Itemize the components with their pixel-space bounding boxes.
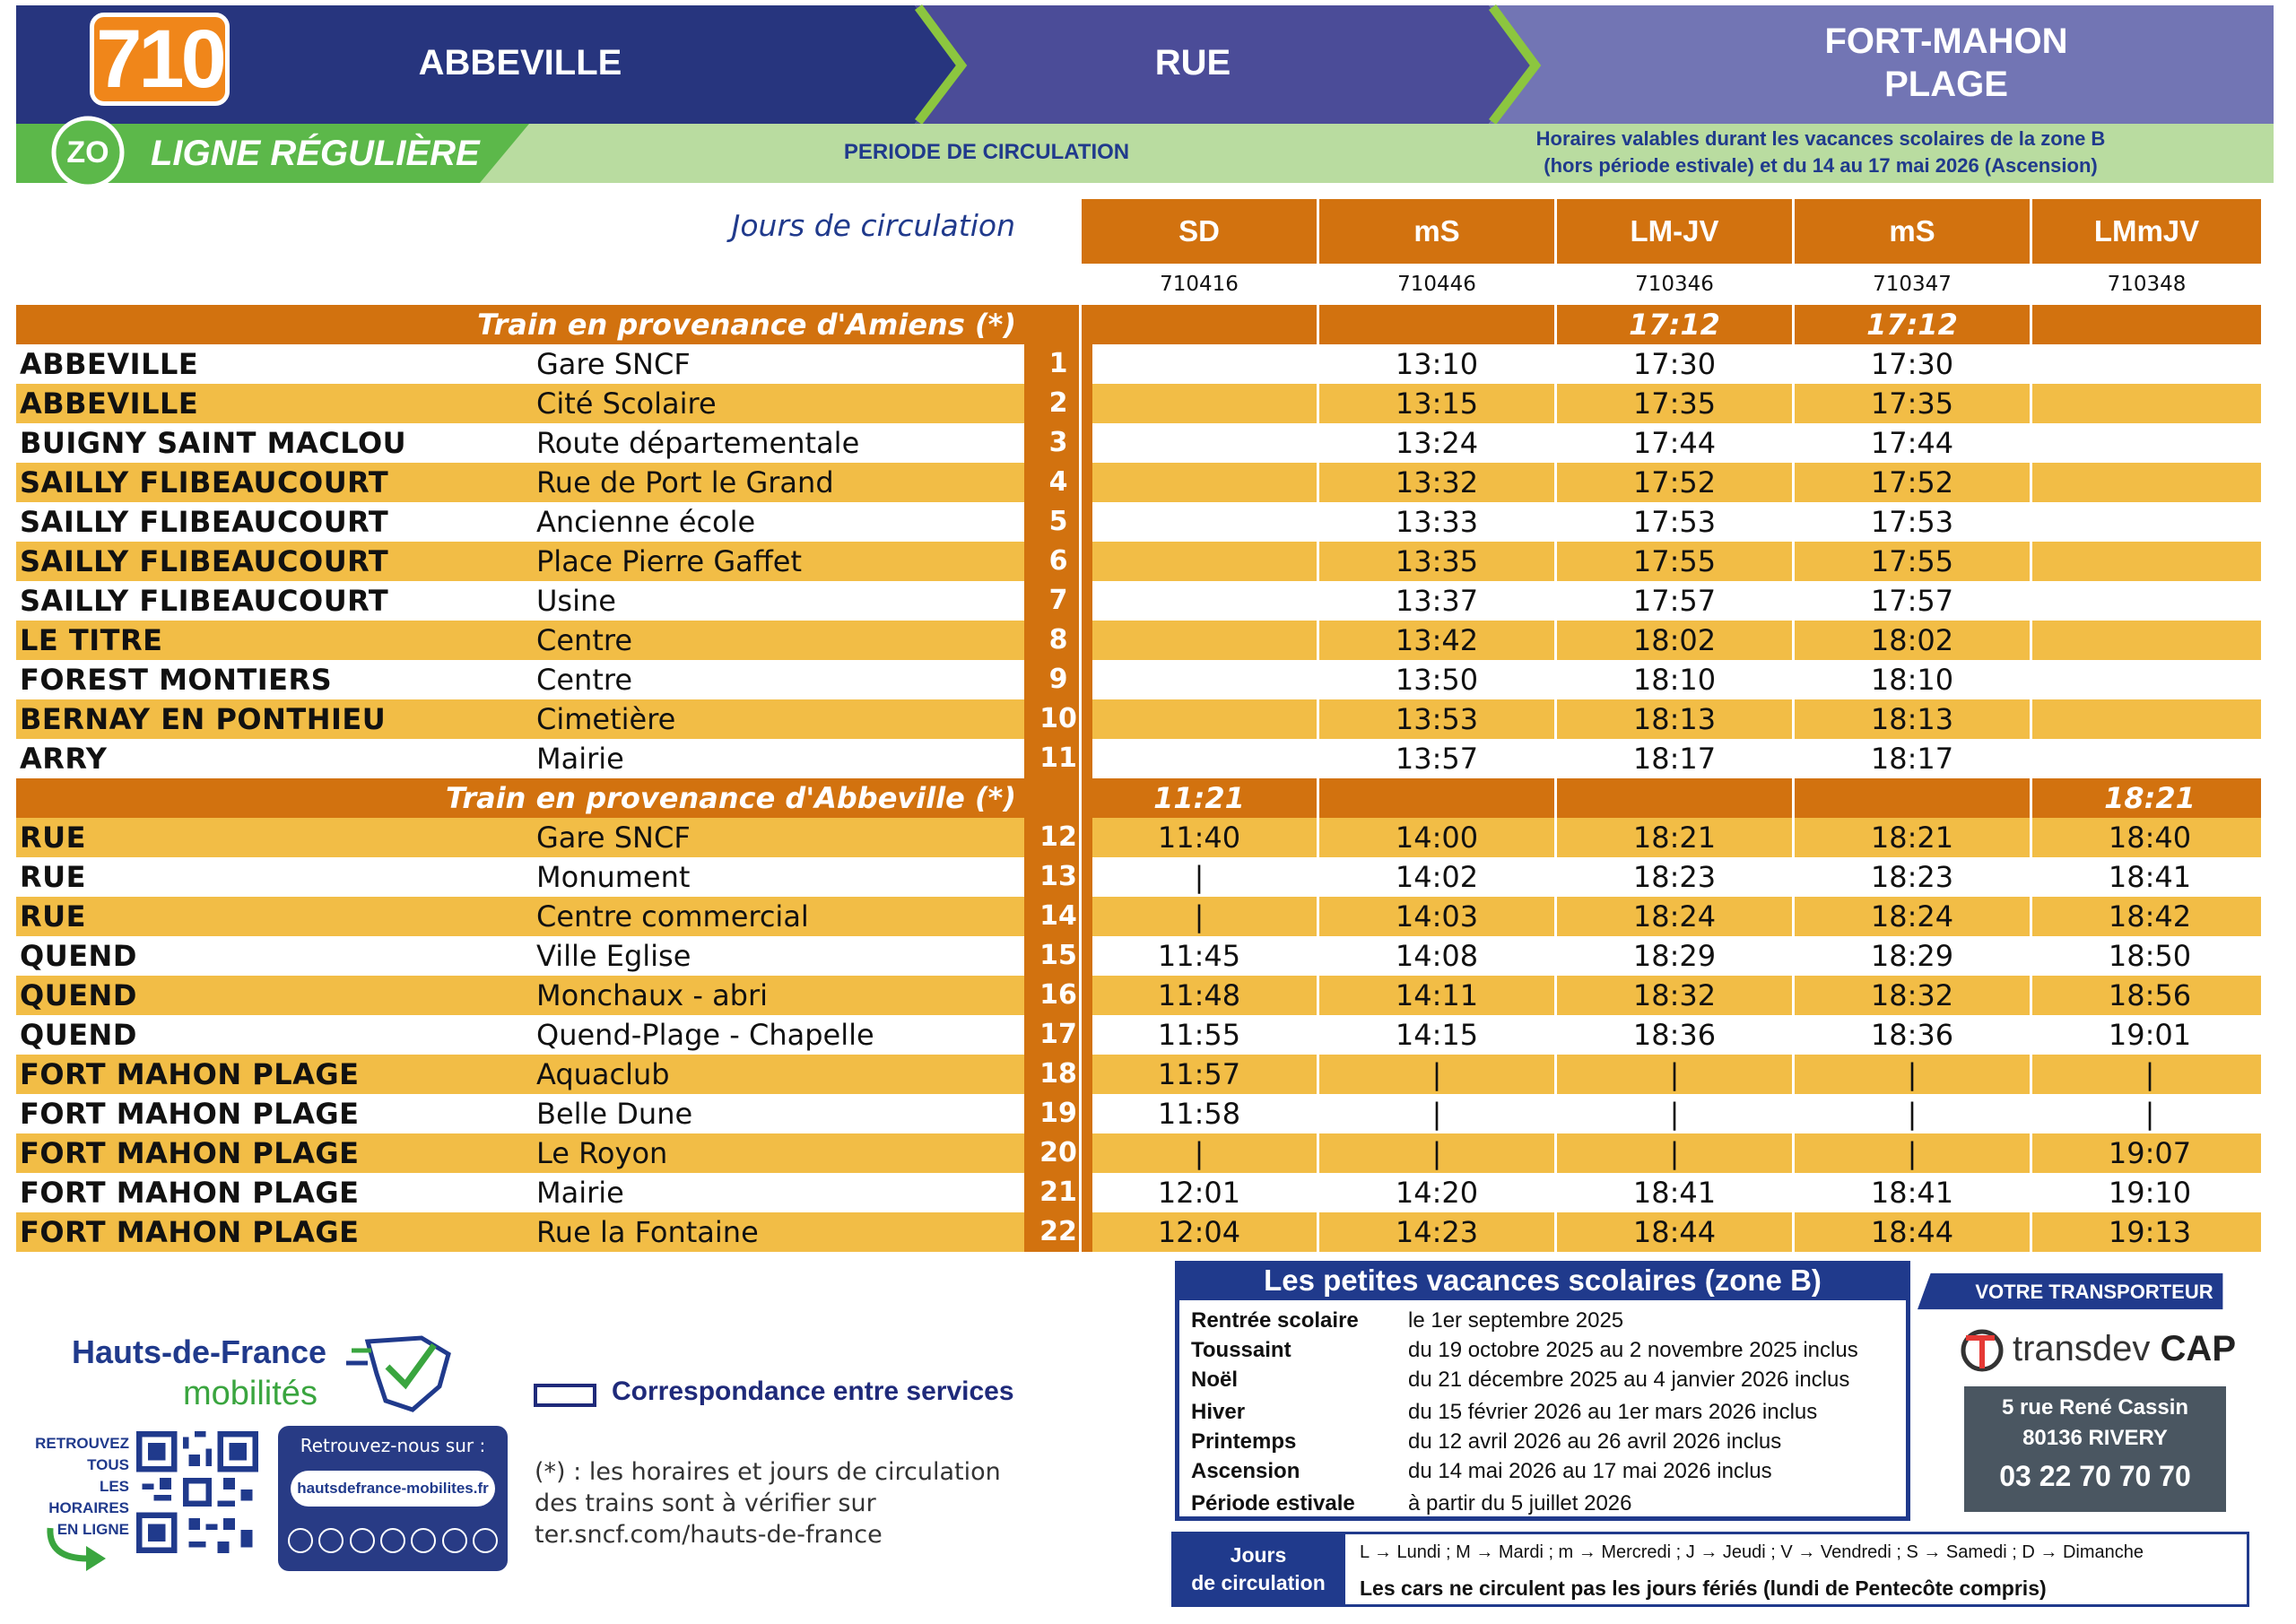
departure-time: 18:50 <box>2108 939 2192 973</box>
departure-time: 13:10 <box>1395 347 1479 381</box>
stop-number: 8 <box>1024 621 1092 660</box>
vacances-row <box>1191 1489 1909 1518</box>
departure-time: 13:15 <box>1395 386 1479 421</box>
table-row <box>16 976 2261 1015</box>
train-abbeville-time: 18:21 <box>2104 781 2196 815</box>
departure-time: 11:55 <box>1157 1018 1241 1052</box>
departure-time: 13:33 <box>1395 505 1479 539</box>
departure-time: 13:37 <box>1395 584 1479 618</box>
departure-time: 18:21 <box>1870 821 1954 855</box>
departure-time <box>1082 463 1317 502</box>
stop-name: Monument <box>536 860 691 894</box>
stop-city: QUEND <box>20 978 137 1012</box>
stop-number: 19 <box>1024 1094 1092 1133</box>
phone-number[interactable]: 03 22 70 70 70 <box>1999 1460 2191 1492</box>
stop-city: RUE <box>20 899 86 934</box>
correspondance-legend-box <box>534 1384 596 1407</box>
departure-time: | <box>1194 1136 1205 1170</box>
stop-city: FORT MAHON PLAGE <box>20 1097 360 1131</box>
table-row <box>16 699 2261 739</box>
stop-number: 15 <box>1024 936 1092 976</box>
departure-time <box>2032 502 2267 542</box>
departure-time: 18:32 <box>1870 978 1954 1012</box>
departure-time <box>1082 384 1317 423</box>
departure-time <box>1082 699 1317 739</box>
departure-time <box>2032 542 2267 581</box>
departure-time: 18:21 <box>1632 821 1717 855</box>
table-row <box>16 1173 2261 1212</box>
departure-time: 12:01 <box>1157 1176 1241 1210</box>
table-row <box>16 463 2261 502</box>
departure-time <box>1082 739 1317 778</box>
jours-feries-text: Les cars ne circulent pas les jours fériés (lundi de Pentecôte compris) <box>1360 1576 2047 1600</box>
stop-city: FORT MAHON PLAGE <box>20 1057 360 1091</box>
column-separator <box>1792 199 1795 1252</box>
column-separator <box>2030 199 2032 1252</box>
departure-time: | <box>1669 1097 1680 1131</box>
stop-name: Belle Dune <box>536 1097 693 1131</box>
service-days-4: mS <box>1795 199 2030 264</box>
retrouvez-line2: TOUS <box>87 1456 129 1473</box>
stop-city: SAILLY FLIBEAUCOURT <box>20 505 389 539</box>
stop-city: FORT MAHON PLAGE <box>20 1215 360 1249</box>
departure-time: 11:48 <box>1157 978 1241 1012</box>
departure-time: 18:36 <box>1632 1018 1717 1052</box>
train-amiens-label: Train en provenance d'Amiens (*) <box>477 308 1016 342</box>
stop-city: ARRY <box>20 742 108 776</box>
departure-time: 18:17 <box>1870 742 1954 776</box>
vacances-dates: du 12 avril 2026 au 26 avril 2026 inclus <box>1408 1429 1782 1454</box>
departure-time <box>2032 384 2267 423</box>
vacances-row <box>1191 1306 1909 1335</box>
departure-time: 18:41 <box>1632 1176 1717 1210</box>
stop-name: Centre commercial <box>536 899 809 934</box>
vacances-dates: du 15 février 2026 au 1er mars 2026 inclus <box>1408 1400 1818 1424</box>
stop-city: SAILLY FLIBEAUCOURT <box>20 584 389 618</box>
stop-rue-title: RUE <box>1154 43 1231 83</box>
stop-number: 2 <box>1024 384 1092 423</box>
jours-circulation-label: Jours de circulation <box>731 208 1015 243</box>
train-abbeville-time <box>1557 778 1792 818</box>
departure-time: 17:53 <box>1632 505 1717 539</box>
departure-time: 13:32 <box>1395 465 1479 499</box>
table-row <box>16 581 2261 621</box>
retrouvez-line4: EN LIGNE <box>57 1521 129 1538</box>
column-separator <box>1554 199 1557 1252</box>
departure-time: 11:45 <box>1157 939 1241 973</box>
service-code-3: 710346 <box>1635 273 1714 296</box>
departure-time: 18:23 <box>1632 860 1717 894</box>
departure-time: 11:57 <box>1157 1057 1241 1091</box>
transdev-wordmark <box>2013 1324 2236 1374</box>
departure-time: 14:15 <box>1395 1018 1479 1052</box>
departure-time <box>2032 344 2267 384</box>
departure-time: 18:42 <box>2108 899 2192 934</box>
qr-code-icon[interactable] <box>136 1431 258 1553</box>
train-abbeville-time <box>1319 778 1554 818</box>
departure-time: 13:53 <box>1395 702 1479 736</box>
vacances-dates: du 19 octobre 2025 au 2 novembre 2025 inclus <box>1408 1338 1858 1362</box>
table-row <box>16 1094 2261 1133</box>
network-logo-icon: ZO <box>66 135 109 169</box>
stop-city: RUE <box>20 821 86 855</box>
stop-city: BUIGNY SAINT MACLOU <box>20 426 407 460</box>
retrouvez-line3: LES HORAIRES <box>48 1478 129 1516</box>
train-amiens-time: 17:12 <box>1866 308 1958 342</box>
departure-time: 13:50 <box>1395 663 1479 697</box>
stop-number: 7 <box>1024 581 1092 621</box>
table-row <box>16 1015 2261 1055</box>
table-row <box>16 423 2261 463</box>
table-row <box>16 739 2261 778</box>
jours-head-line2: de circulation <box>1191 1571 1326 1594</box>
train-abbeville-row <box>16 778 2261 818</box>
departure-time <box>2032 423 2267 463</box>
stop-name: Usine <box>536 584 616 618</box>
vacances-label: Rentrée scolaire <box>1191 1308 1359 1333</box>
stop-number: 9 <box>1024 660 1092 699</box>
stop-number: 11 <box>1024 739 1092 778</box>
departure-time <box>1082 423 1317 463</box>
stop-number: 5 <box>1024 502 1092 542</box>
website-link[interactable]: hautsdefrance-mobilites.fr <box>291 1471 495 1507</box>
stop-name: Ville Eglise <box>536 939 691 973</box>
snapchat-icon[interactable] <box>380 1528 405 1553</box>
departure-time: 17:53 <box>1870 505 1954 539</box>
stop-city: SAILLY FLIBEAUCOURT <box>20 465 389 499</box>
departure-time <box>2032 621 2267 660</box>
stop-name: Monchaux - abri <box>536 978 769 1012</box>
stop-number: 18 <box>1024 1055 1092 1094</box>
departure-time: 18:24 <box>1632 899 1717 934</box>
service-days-1: SD <box>1082 199 1317 264</box>
service-days-2: mS <box>1319 199 1554 264</box>
departure-time: 11:58 <box>1157 1097 1241 1131</box>
departure-time: | <box>1907 1136 1918 1170</box>
departure-time: 18:02 <box>1632 623 1717 657</box>
departure-time: | <box>1431 1097 1442 1131</box>
vacances-row <box>1191 1335 1909 1365</box>
stop-number: 1 <box>1024 344 1092 384</box>
stop-name: Le Royon <box>536 1136 668 1170</box>
departure-time: | <box>1194 860 1205 894</box>
departure-time: 18:13 <box>1870 702 1954 736</box>
departure-time <box>1082 502 1317 542</box>
departure-time: 17:52 <box>1870 465 1954 499</box>
departure-time: 17:55 <box>1870 544 1954 578</box>
x-icon[interactable] <box>318 1528 344 1553</box>
stop-name: Ancienne école <box>536 505 756 539</box>
stop-number: 17 <box>1024 1015 1092 1055</box>
departure-time: | <box>1669 1057 1680 1091</box>
departure-time <box>2032 699 2267 739</box>
table-row <box>16 542 2261 581</box>
departure-time: 17:57 <box>1632 584 1717 618</box>
correspondance-legend-text: Correspondance entre services <box>612 1376 1014 1406</box>
table-row <box>16 818 2261 857</box>
table-row <box>16 344 2261 384</box>
table-row <box>16 1055 2261 1094</box>
stop-fort-mahon-line2: PLAGE <box>1884 65 2008 104</box>
stop-number: 21 <box>1024 1173 1092 1212</box>
stop-city: QUEND <box>20 1018 137 1052</box>
train-amiens-row <box>16 305 2261 344</box>
hauts-de-france-logo <box>72 1324 466 1422</box>
social-title: Retrouvez-nous sur : <box>300 1435 486 1456</box>
train-note: (*) : les horaires et jours de circulation des trains sont à vérifier sur ter.sncf.com/hauts-de-france <box>535 1458 1001 1549</box>
vacances-row <box>1191 1397 1909 1427</box>
train-amiens-time <box>1319 305 1554 344</box>
stop-city: FORT MAHON PLAGE <box>20 1176 360 1210</box>
departure-time <box>1082 660 1317 699</box>
stop-city: ABBEVILLE <box>20 386 199 421</box>
transdev-logo-icon <box>1955 1324 2013 1374</box>
train-abbeville-label: Train en provenance d'Abbeville (*) <box>446 781 1016 815</box>
vacances-label: Noël <box>1191 1368 1239 1392</box>
hdf-name-text: Hauts-de-France <box>72 1333 327 1370</box>
train-amiens-time <box>1082 305 1317 344</box>
train-abbeville-time: 11:21 <box>1153 781 1245 815</box>
departure-time: | <box>1431 1136 1442 1170</box>
departure-time: 18:41 <box>2108 860 2192 894</box>
departure-time: 17:57 <box>1870 584 1954 618</box>
vacances-label: Période estivale <box>1191 1491 1355 1515</box>
stop-number: 14 <box>1024 897 1092 936</box>
transdev-cap: CAP <box>2160 1329 2236 1368</box>
green-arrow-icon <box>43 1524 115 1573</box>
departure-time: 18:13 <box>1632 702 1717 736</box>
service-days-3: LM-JV <box>1557 199 1792 264</box>
departure-time <box>2032 463 2267 502</box>
stop-number: 16 <box>1024 976 1092 1015</box>
departure-time: 18:29 <box>1870 939 1954 973</box>
departure-time: 18:32 <box>1632 978 1717 1012</box>
ligne-reguliere-label: LIGNE RÉGULIÈRE <box>151 134 480 173</box>
service-code-1: 710416 <box>1160 273 1239 296</box>
retrouvez-line1: RETROUVEZ <box>35 1435 129 1452</box>
stop-number: 13 <box>1024 857 1092 897</box>
stop-name: Gare SNCF <box>536 821 691 855</box>
stop-name: Mairie <box>536 1176 624 1210</box>
service-code-4: 710347 <box>1873 273 1952 296</box>
tiktok-icon[interactable] <box>442 1528 467 1553</box>
departure-time <box>1082 542 1317 581</box>
departure-time: | <box>2144 1097 2155 1131</box>
stop-city: RUE <box>20 860 86 894</box>
departure-time <box>2032 581 2267 621</box>
stop-fort-mahon-title <box>1722 20 2170 106</box>
stop-abbeville-title: ABBEVILLE <box>418 43 622 83</box>
departure-time: 19:13 <box>2108 1215 2192 1249</box>
table-row <box>16 660 2261 699</box>
stop-name: Route départementale <box>536 426 860 460</box>
departure-time: | <box>1669 1136 1680 1170</box>
departure-time: 14:03 <box>1395 899 1479 934</box>
vacances-label: Toussaint <box>1191 1338 1292 1362</box>
departure-time: 18:17 <box>1632 742 1717 776</box>
departure-time: 13:24 <box>1395 426 1479 460</box>
stop-city: BERNAY EN PONTHIEU <box>20 702 387 736</box>
train-amiens-time: 17:12 <box>1629 308 1720 342</box>
departure-time: 19:10 <box>2108 1176 2192 1210</box>
table-row <box>16 1212 2261 1252</box>
departure-time <box>1082 344 1317 384</box>
departure-time: 18:36 <box>1870 1018 1954 1052</box>
departure-time: 17:44 <box>1870 426 1954 460</box>
jours-head-line1: Jours <box>1230 1543 1287 1567</box>
vacances-label: Printemps <box>1191 1429 1297 1454</box>
transporteur-label: VOTRE TRANSPORTEUR <box>1975 1281 2213 1303</box>
departure-time: 17:55 <box>1632 544 1717 578</box>
service-code-2: 710446 <box>1397 273 1476 296</box>
departure-time: 17:52 <box>1632 465 1717 499</box>
departure-time <box>1082 621 1317 660</box>
table-row <box>16 384 2261 423</box>
stop-name: Rue la Fontaine <box>536 1215 759 1249</box>
service-days-5: LMmJV <box>2032 199 2261 264</box>
vacances-dates: du 14 mai 2026 au 17 mai 2026 inclus <box>1408 1459 1772 1483</box>
stop-name: Centre <box>536 663 632 697</box>
social-icons <box>285 1528 500 1559</box>
stop-city: QUEND <box>20 939 137 973</box>
departure-time: | <box>1907 1057 1918 1091</box>
vacances-title: Les petites vacances scolaires (zone B) <box>1175 1261 1910 1300</box>
stop-city: ABBEVILLE <box>20 347 199 381</box>
table-row <box>16 621 2261 660</box>
table-row <box>16 936 2261 976</box>
jours-legend-text: L → Lundi ; M → Mardi ; m → Mercredi ; J → Jeudi ; V → Vendredi ; S → Samedi ; D → Dimanche <box>1360 1542 2144 1562</box>
column-separator <box>1317 199 1319 1252</box>
hdf-sub-text: mobilités <box>183 1375 317 1412</box>
line-number-badge: 710 <box>90 13 230 106</box>
train-abbeville-time <box>1795 778 2030 818</box>
departure-time: 18:24 <box>1870 899 1954 934</box>
stop-name: Place Pierre Gaffet <box>536 544 803 578</box>
vacances-row <box>1191 1427 1909 1456</box>
departure-time: 17:44 <box>1632 426 1717 460</box>
linkedin-icon[interactable] <box>350 1528 375 1553</box>
periode-line2: (hors période estivale) et du 14 au 17 mai 2026 (Ascension) <box>1544 154 2098 177</box>
stop-name: Quend-Plage - Chapelle <box>536 1018 874 1052</box>
departure-time: 17:30 <box>1870 347 1954 381</box>
departure-time <box>1082 581 1317 621</box>
stop-number: 22 <box>1024 1212 1092 1252</box>
periode-line1: Horaires valables durant les vacances scolaires de la zone B <box>1535 127 2106 150</box>
departure-time <box>2032 739 2267 778</box>
departure-time: 13:42 <box>1395 623 1479 657</box>
stop-name: Aquaclub <box>536 1057 670 1091</box>
departure-time: 18:23 <box>1870 860 1954 894</box>
departure-time: | <box>1907 1097 1918 1131</box>
departure-time: 18:10 <box>1870 663 1954 697</box>
departure-time: 14:11 <box>1395 978 1479 1012</box>
departure-time: 18:41 <box>1870 1176 1954 1210</box>
departure-time: 14:08 <box>1395 939 1479 973</box>
departure-time: 17:35 <box>1870 386 1954 421</box>
periode-label: PERIODE DE CIRCULATION <box>843 140 1130 164</box>
departure-time: 17:35 <box>1632 386 1717 421</box>
address-line2: 80136 RIVERY <box>2022 1426 2168 1450</box>
stop-number: 4 <box>1024 463 1092 502</box>
stop-number: 20 <box>1024 1133 1092 1173</box>
departure-time: 18:02 <box>1870 623 1954 657</box>
column-separator <box>1079 199 1082 1252</box>
stop-name: Rue de Port le Grand <box>536 465 834 499</box>
departure-time: 11:40 <box>1157 821 1241 855</box>
instagram-icon[interactable] <box>411 1528 436 1553</box>
vacances-label: Ascension <box>1191 1459 1300 1483</box>
departure-time: 18:10 <box>1632 663 1717 697</box>
departure-time: 17:30 <box>1632 347 1717 381</box>
departure-time: 19:01 <box>2108 1018 2192 1052</box>
departure-time: 13:35 <box>1395 544 1479 578</box>
table-row <box>16 1133 2261 1173</box>
departure-time: 18:44 <box>1632 1215 1717 1249</box>
table-row <box>16 857 2261 897</box>
service-code-5: 710348 <box>2107 273 2187 296</box>
departure-time: | <box>2144 1057 2155 1091</box>
vacances-row <box>1191 1456 1909 1486</box>
departure-time: 12:04 <box>1157 1215 1241 1249</box>
jours-legend-head <box>1171 1532 1345 1607</box>
vacances-dates: du 21 décembre 2025 au 4 janvier 2026 inclus <box>1408 1368 1850 1392</box>
departure-time: 18:29 <box>1632 939 1717 973</box>
vacances-row <box>1191 1365 1909 1394</box>
table-row <box>16 502 2261 542</box>
departure-time: | <box>1194 899 1205 934</box>
stop-city: FOREST MONTIERS <box>20 663 333 697</box>
departure-time: 13:57 <box>1395 742 1479 776</box>
stop-number: 10 <box>1024 699 1092 739</box>
departure-time: 18:40 <box>2108 821 2192 855</box>
departure-time: 18:44 <box>1870 1215 1954 1249</box>
departure-time: 14:20 <box>1395 1176 1479 1210</box>
stop-name: Gare SNCF <box>536 347 691 381</box>
stop-city: LE TITRE <box>20 623 163 657</box>
train-amiens-time <box>2032 305 2267 344</box>
vacances-label: Hiver <box>1191 1400 1246 1424</box>
table-row <box>16 897 2261 936</box>
stop-number: 6 <box>1024 542 1092 581</box>
departure-time: | <box>1431 1057 1442 1091</box>
departure-time: 18:56 <box>2108 978 2192 1012</box>
stop-city: FORT MAHON PLAGE <box>20 1136 360 1170</box>
youtube-icon[interactable] <box>473 1528 498 1553</box>
stop-name: Cimetière <box>536 702 676 736</box>
stop-number: 3 <box>1024 423 1092 463</box>
vacances-dates: le 1er septembre 2025 <box>1408 1308 1624 1333</box>
address-line1: 5 rue René Cassin <box>2001 1395 2189 1420</box>
departure-time: 14:02 <box>1395 860 1479 894</box>
periode-text <box>1399 126 2242 179</box>
stop-name: Mairie <box>536 742 624 776</box>
vacances-dates: à partir du 5 juillet 2026 <box>1408 1491 1632 1515</box>
departure-time: 14:23 <box>1395 1215 1479 1249</box>
transdev-name: transdev <box>2013 1329 2151 1368</box>
departure-time: 14:00 <box>1395 821 1479 855</box>
stop-fort-mahon-line1: FORT-MAHON <box>1824 22 2068 61</box>
departure-time <box>2032 660 2267 699</box>
departure-time: 19:07 <box>2108 1136 2192 1170</box>
stop-number: 12 <box>1024 818 1092 857</box>
stop-city: SAILLY FLIBEAUCOURT <box>20 544 389 578</box>
facebook-icon[interactable] <box>288 1528 313 1553</box>
stop-name: Cité Scolaire <box>536 386 717 421</box>
stop-name: Centre <box>536 623 632 657</box>
